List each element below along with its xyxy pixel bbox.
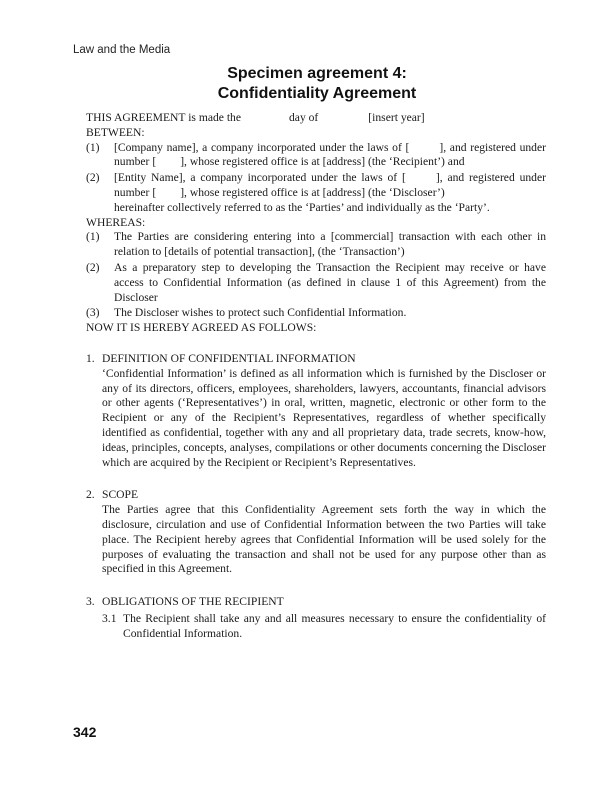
between-label: BETWEEN: — [86, 125, 145, 139]
recital-number: (2) — [86, 260, 100, 274]
agreement-intro — [86, 111, 546, 126]
recitals-list — [86, 230, 546, 321]
intro-year: [insert year] — [368, 111, 425, 124]
recital-number: (1) — [86, 230, 100, 244]
title-line-2: Confidentiality Agreement — [217, 85, 417, 102]
clause-heading: OBLIGATIONS OF THE RECIPIENT — [102, 595, 284, 609]
party-text: ], whose registered office is at [address] (the ‘Recipient’) and — [180, 155, 465, 169]
title-line-1: Specimen agreement 4: — [227, 65, 407, 82]
subclause-text: The Recipient shall take any and all measures necessary to ensure the confidentiality of Confidential Information. — [123, 611, 546, 640]
page-title — [0, 64, 616, 104]
clause-2 — [86, 488, 546, 577]
clause-3 — [86, 595, 546, 610]
clause-body: The Parties agree that this Confidentiality Agreement sets forth the way in which the disclosure, circulation and use of Confidential Information between the two Parties will take place. The Recipient hereby agrees that Confidential Information will be used solely for the purposes of evaluating the transaction and shall not be used for any purpose other than as specified in this Agreement. — [102, 503, 546, 576]
clause-number: 3. — [86, 595, 95, 609]
recital-number: (3) — [86, 306, 100, 320]
recital-item — [86, 230, 546, 260]
clause-number: 2. — [86, 488, 95, 502]
recital-item — [86, 306, 546, 321]
hereinafter-text: hereinafter collectively referred to as the ‘Parties’ and individually as the ‘Party’. — [114, 200, 490, 214]
clause-body: ‘Confidential Information’ is defined as all information which is furnished by the Discloser or any of its directors, officers, employees, shareholders, lawyers, accountants, financial advisors or other agents (‘Representatives’) in oral, written, magnetic, electronic or other form to the Recipient or any of the Recipient’s Representatives, regardless of whether specifically identified as confidential, together with any and all proprietary data, trade secrets, know-how, ideas, principles, concepts, analyses, compilations or other documents concerning the Discloser which are acquired by the Recipient or Recipient’s Representatives. — [102, 366, 546, 469]
party-text: ], and registered under number [ — [114, 140, 546, 169]
party-number: (2) — [86, 171, 100, 185]
recital-text: The Discloser wishes to protect such Confidential Information. — [114, 306, 407, 320]
party-item — [86, 141, 546, 171]
party-text: [Company name], a company incorporated under the laws of [ — [114, 140, 410, 154]
party-text: ], and registered under number [ — [114, 171, 546, 199]
party-item — [86, 171, 546, 201]
agreement-body — [86, 111, 546, 642]
running-head: Law and the Media — [73, 44, 171, 56]
recital-text: The Parties are considering entering into a [commercial] transaction with each other in relation to [details of potential transaction], (the ‘Transaction’) — [114, 230, 546, 259]
subclause-3-1 — [86, 612, 546, 642]
recital-text: As a preparatory step to developing the Transaction the Recipient may receive or have access to Confidential Information (as defined in clause 1 of this Agreement) from the Discloser — [114, 260, 546, 304]
party-text: [Entity Name], a company incorporated under the laws of [ — [114, 171, 406, 185]
whereas-label: WHEREAS: — [86, 215, 146, 229]
agreed-label: NOW IT IS HEREBY AGREED AS FOLLOWS: — [86, 321, 317, 335]
intro-made: THIS AGREEMENT is made the — [86, 111, 241, 124]
clause-heading: DEFINITION OF CONFIDENTIAL INFORMATION — [102, 351, 356, 365]
parties-list — [86, 141, 546, 201]
page-number: 342 — [73, 724, 97, 740]
clause-number: 1. — [86, 351, 95, 365]
party-number: (1) — [86, 140, 100, 154]
clause-1 — [86, 352, 546, 470]
party-text: ], whose registered office is at [address] (the ‘Discloser’) — [180, 185, 445, 199]
intro-day: day of — [289, 111, 319, 124]
clause-heading: SCOPE — [102, 488, 139, 502]
subclause-number: 3.1 — [102, 611, 117, 625]
recital-item — [86, 261, 546, 305]
